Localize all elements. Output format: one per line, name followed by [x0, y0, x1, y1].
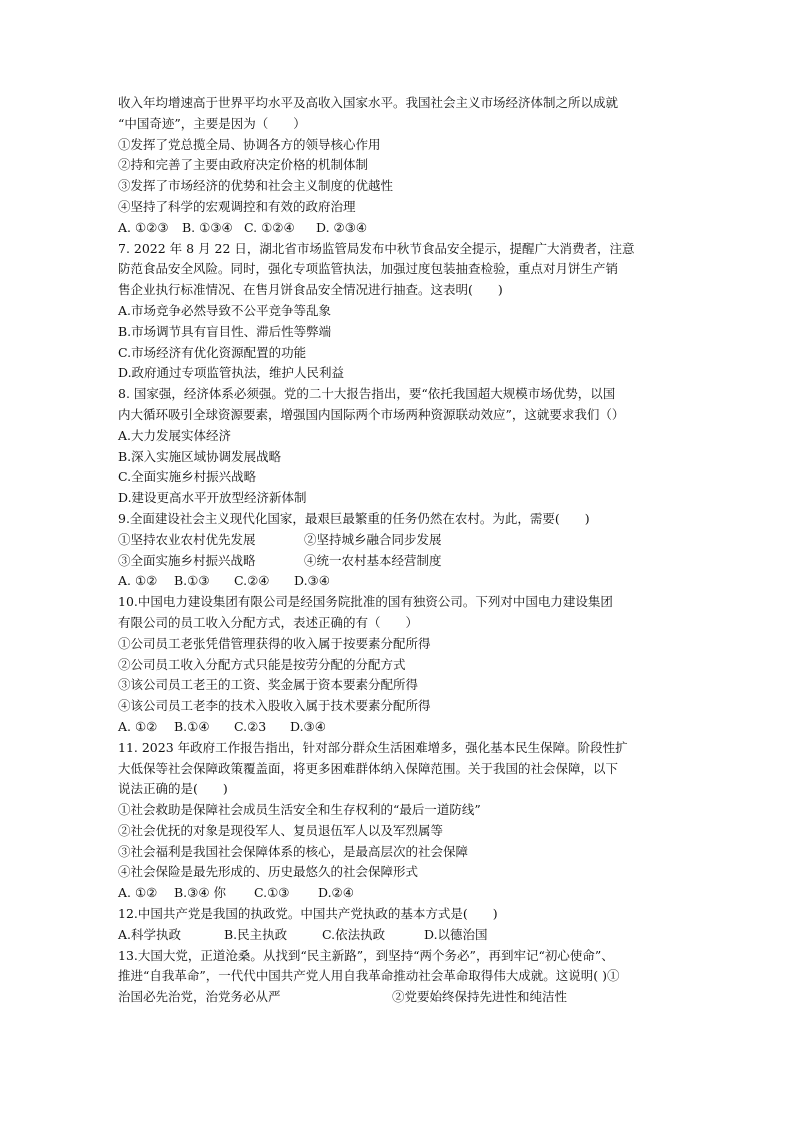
statement-item: ②公司员工收入分配方式只能是按劳分配的分配方式 [118, 656, 406, 672]
question-stem-line: 推进“自我革命”，一代代中国共产党人用自我革命推动社会革命取得伟大成就。这说明( )① [118, 968, 620, 984]
question-stem-line: 12.中国共产党是我国的执政党。中国共产党执政的基本方式是( ) [118, 906, 498, 922]
option-d: D.以德治国 [424, 926, 488, 942]
option-a: A.大力发展实体经济 [118, 427, 232, 443]
statement-item: ②持和完善了主要由政府决定价格的机制体制 [118, 157, 369, 173]
option-c: C.全面实施乡村振兴战略 [118, 469, 257, 485]
question-stem-line: 7. 2022 年 8 月 22 日，湖北省市场监管局发布中秋节食品安全提示，提醒广大消费者，注意 [118, 240, 635, 256]
question-stem-line: “中国奇迹”，主要是因为（ ） [118, 115, 306, 131]
statement-item: ④统一农村基本经营制度 [304, 552, 442, 568]
statement-item: ③发挥了市场经济的优势和社会主义制度的优越性 [118, 178, 394, 194]
statement-item: ①发挥了党总揽全局、协调各方的领导核心作用 [118, 136, 381, 152]
answer-options [118, 925, 694, 946]
statement-item: ①坚持农业农村优先发展 [118, 531, 256, 547]
option-c: C.依法执政 [322, 926, 386, 942]
option-a: A. ①② [118, 573, 158, 589]
question-stem-line: 防范食品安全风险。同时，强化专项监管执法，加强过度包装抽查检验，重点对月饼生产销 [118, 261, 619, 277]
question-stem-line: 内大循环吸引全球资源要素，增强国内国际两个市场两种资源联动效应”，这就要求我们（） [118, 406, 625, 422]
question-stem-line: 收入年均增速高于世界平均水平及高收入国家水平。我国社会主义市场经济体制之所以成就 [118, 95, 619, 110]
statement-item: ④坚持了科学的宏观调控和有效的政府治理 [118, 198, 356, 214]
option-a: A. ①②③ [118, 219, 169, 235]
option-d: D. ②③④ [316, 219, 368, 235]
answer-options [118, 883, 694, 904]
option-b: B. ①③④ [182, 219, 233, 235]
question-stem-line: 8. 国家强，经济体系必须强。党的二十大报告指出，要“依托我国超大规模市场优势，以国 [118, 386, 616, 402]
option-b: B.①③ [174, 573, 210, 589]
statement-item: ②社会优抚的对象是现役军人、复员退伍军人以及军烈属等 [118, 822, 444, 838]
statement-item: ③社会福利是我国社会保障体系的核心，是最高层次的社会保障 [118, 843, 469, 859]
statement-item: ④该公司员工老李的技术入股收入属于技术要素分配所得 [118, 698, 431, 714]
option-c: C.①③ [254, 885, 290, 901]
option-c: C.②3 [234, 718, 267, 734]
statement-item: ②党要始终保持先进性和纯洁性 [392, 989, 568, 1005]
question-stem-line: 售企业执行标准情况、在售月饼食品安全情况进行抽查。这表明( ) [118, 282, 503, 298]
option-a: A.科学执政 [118, 926, 182, 942]
statement-item: ③全面实施乡村振兴战略 [118, 552, 256, 568]
question-10 [118, 592, 694, 738]
question-8 [118, 384, 694, 509]
option-d: D.②④ [318, 885, 354, 901]
option-b: B.③④ 你 [174, 885, 227, 901]
question-9 [118, 509, 694, 592]
question-stem-line: 说法正确的是( ) [118, 781, 228, 797]
statement-row [118, 987, 694, 1008]
option-b: B.民主执政 [224, 926, 288, 942]
statement-item: 治国必先治党，治党务必从严 [118, 989, 281, 1005]
question-6 [118, 93, 694, 239]
statement-item: ②坚持城乡融合同步发展 [304, 531, 442, 547]
statement-row [118, 551, 694, 572]
question-stem-line: 11. 2023 年政府工作报告指出，针对部分群众生活困难增多，强化基本民生保障。阶段性扩 [118, 739, 628, 755]
question-stem-line: 10.中国电力建设集团有限公司是经国务院批准的国有独资公司。下列对中国电力建设集团 [118, 594, 613, 610]
statement-item: ①公司员工老张凭借管理获得的收入属于按要素分配所得 [118, 635, 431, 651]
question-stem-line: 大低保等社会保障政策覆盖面，将更多困难群体纳入保障范围。关于我国的社会保障，以下 [118, 760, 619, 776]
option-a: A.市场竞争必然导致不公平竞争等乱象 [118, 302, 332, 318]
option-d: D.建设更高水平开放型经济新体制 [118, 490, 307, 506]
question-12 [118, 904, 694, 946]
question-stem-line: 有限公司的员工收入分配方式，表述正确的有（ ） [118, 614, 419, 630]
option-d: D.③④ [294, 573, 330, 589]
answer-options [118, 571, 694, 592]
statement-item: ④社会保险是最先形成的、历史最悠久的社会保障形式 [118, 864, 419, 880]
option-c: C. ①②④ [244, 219, 295, 235]
option-b: B.市场调节具有盲目性、滞后性等弊端 [118, 323, 332, 339]
answer-options [118, 218, 694, 239]
question-list [118, 93, 694, 1008]
answer-options [118, 717, 694, 738]
question-stem-line: 13.大国大党，正道沧桑。从找到“民主新路”，到坚持“两个务必”，再到牢记“初心使命”、 [118, 947, 614, 963]
statement-row [118, 530, 694, 551]
option-a: A. ①② [118, 885, 158, 901]
statement-item: ③该公司员工老王的工资、奖金属于资本要素分配所得 [118, 677, 419, 693]
option-c: C.市场经济有优化资源配置的功能 [118, 344, 307, 360]
question-11 [118, 738, 694, 904]
question-13 [118, 946, 694, 1008]
question-7 [118, 239, 694, 385]
option-d: D.③④ [290, 718, 326, 734]
option-b: B.①④ [174, 718, 210, 734]
statement-item: ①社会救助是保障社会成员生活安全和生存权利的“最后一道防线” [118, 802, 481, 818]
option-b: B.深入实施区域协调发展战略 [118, 448, 282, 464]
question-stem-line: 9.全面建设社会主义现代化国家，最艰巨最繁重的任务仍然在农村。为此，需要( ) [118, 510, 590, 526]
option-a: A. ①② [118, 718, 158, 734]
option-d: D.政府通过专项监管执法，维护人民利益 [118, 365, 345, 381]
option-c: C.②④ [234, 573, 270, 589]
